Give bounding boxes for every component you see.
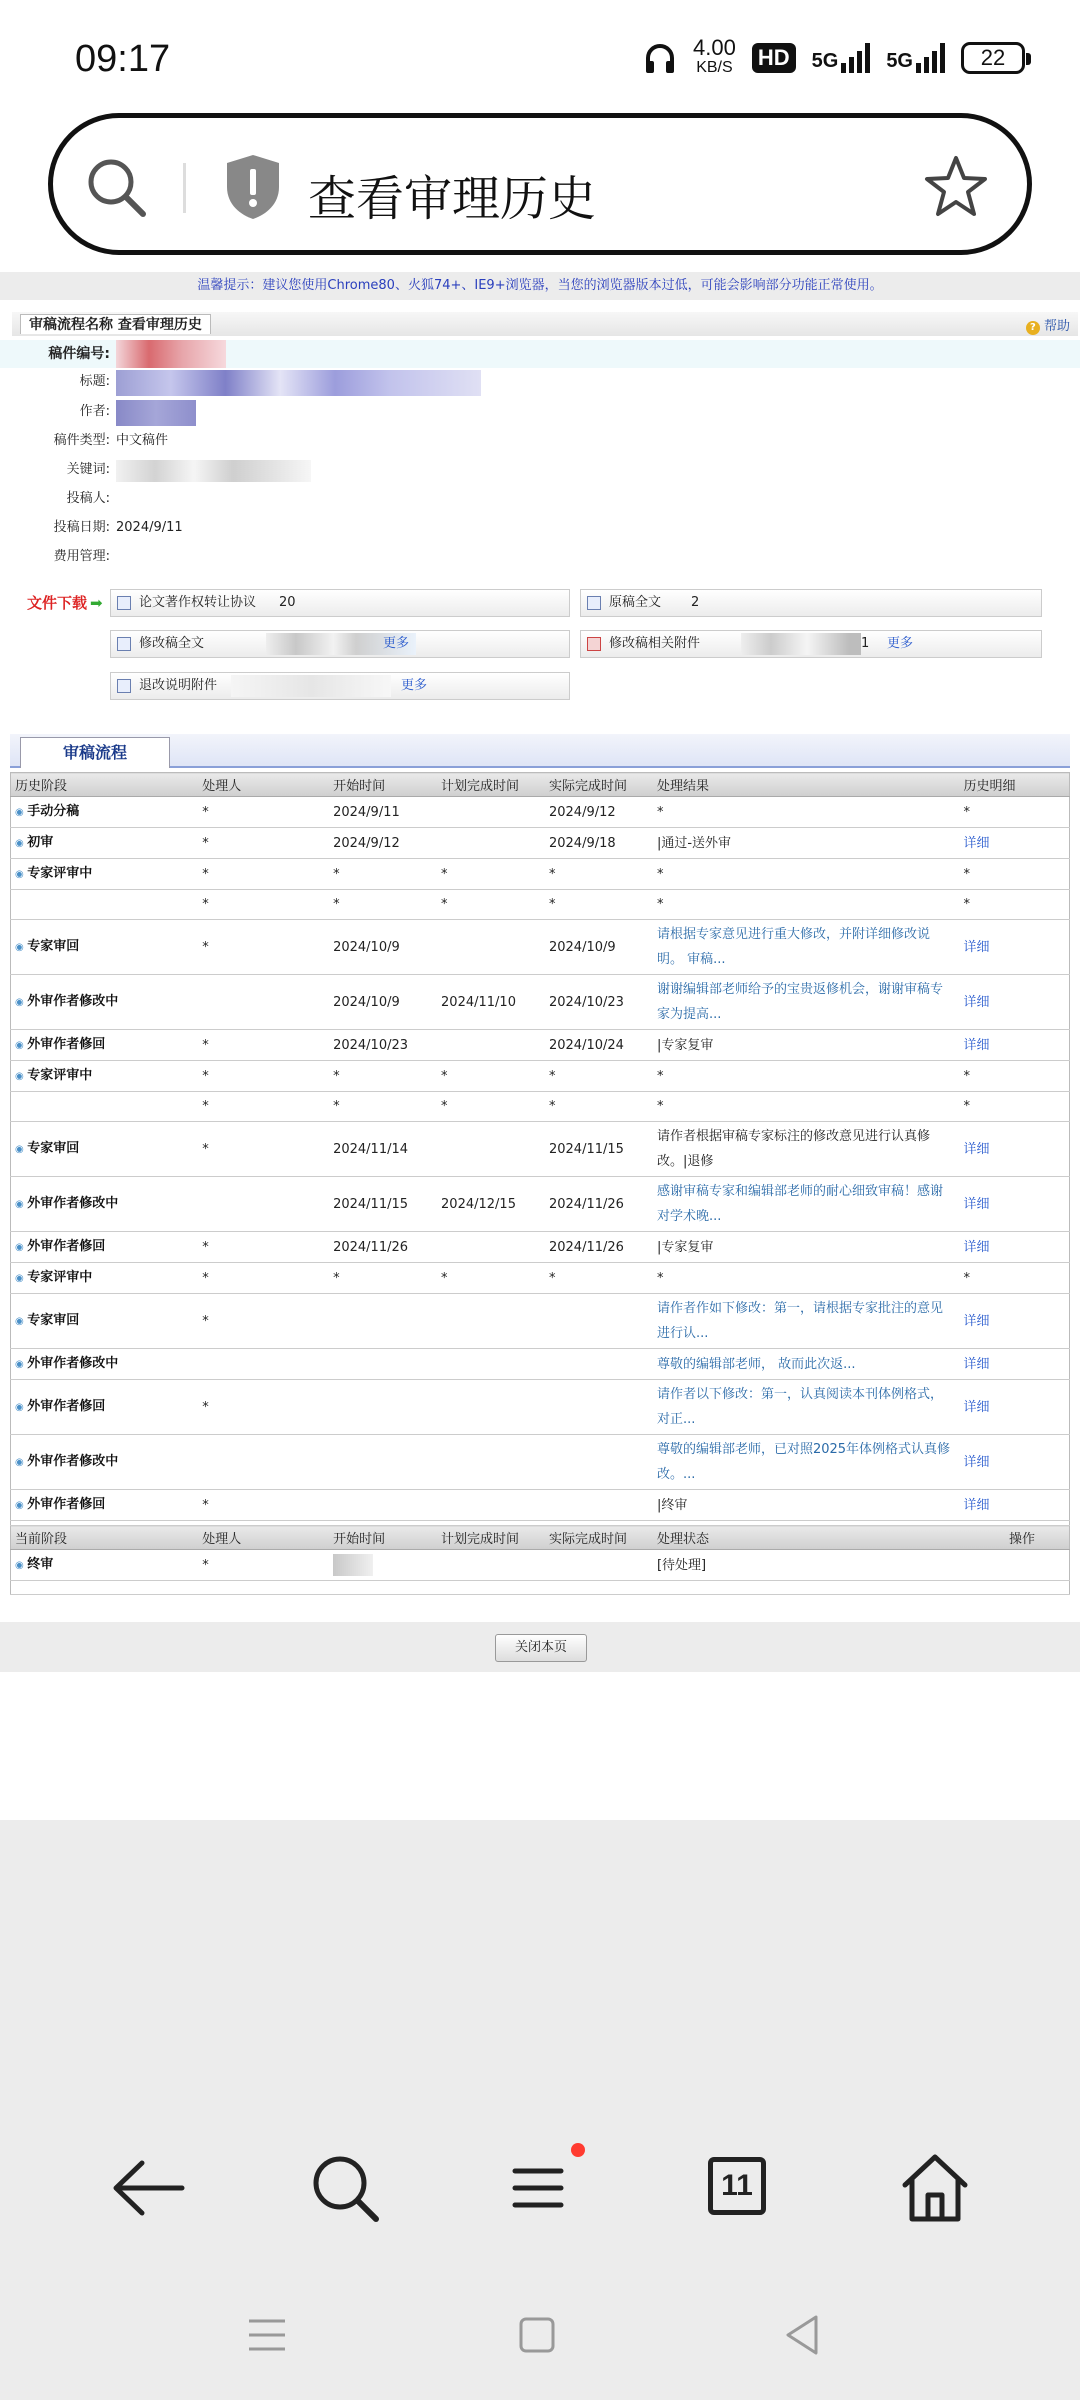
col-history-stage: 历史阶段	[11, 773, 199, 797]
row-start: 2024/10/9	[329, 920, 437, 975]
row-start: *	[329, 1092, 437, 1122]
row-plan	[437, 920, 545, 975]
row-stage: ◉ 外审作者修回	[11, 1490, 199, 1521]
row-start: *	[329, 890, 437, 920]
row-detail[interactable]: 详细	[960, 1380, 1070, 1435]
row-detail[interactable]: 详细	[960, 1349, 1070, 1380]
history-table	[10, 772, 1070, 1595]
search-icon[interactable]	[85, 156, 149, 220]
history-row	[11, 1380, 1070, 1435]
row-detail: *	[960, 890, 1070, 920]
hd-icon: HD	[752, 43, 796, 73]
clock: 09:17	[75, 38, 171, 80]
col-plan-time: 计划完成时间	[437, 773, 545, 797]
row-plan	[437, 1380, 545, 1435]
history-row	[11, 1061, 1070, 1092]
current-stage: ◉ 终审	[11, 1550, 199, 1581]
row-detail[interactable]: 详细	[960, 1490, 1070, 1521]
col-plan-time: 计划完成时间	[437, 1526, 545, 1550]
redacted-block	[116, 370, 481, 396]
row-plan: *	[437, 1061, 545, 1092]
row-actual: 2024/9/18	[545, 828, 653, 859]
row-result: 感谢审稿专家和编辑部老师的耐心细致审稿！感谢对学术晚...	[653, 1177, 960, 1232]
row-detail[interactable]: 详细	[960, 1177, 1070, 1232]
row-detail[interactable]: 详细	[960, 1030, 1070, 1061]
address-bar[interactable]	[48, 113, 1032, 255]
row-result: *	[653, 1263, 960, 1294]
field-title: 标题:	[0, 368, 1080, 396]
row-detail: *	[960, 1061, 1070, 1092]
row-handler: *	[198, 1232, 329, 1263]
row-detail: *	[960, 1092, 1070, 1122]
redacted-block	[333, 1554, 373, 1576]
field-date: 投稿日期: 2024/9/11	[53, 520, 183, 535]
row-stage: ◉ 外审作者修改中	[11, 1177, 199, 1232]
col-handler: 处理人	[198, 773, 329, 797]
row-result: 请作者以下修改：第一，认真阅读本刊体例格式，对正...	[653, 1380, 960, 1435]
download-copyright-agreement[interactable]: 论文著作权转让协议 20	[110, 589, 570, 617]
footer-bar	[0, 1622, 1080, 1672]
row-detail: *	[960, 797, 1070, 828]
row-plan	[437, 828, 545, 859]
row-start: 2024/9/12	[329, 828, 437, 859]
row-stage	[11, 890, 199, 920]
row-handler: *	[198, 920, 329, 975]
row-result: *	[653, 797, 960, 828]
document-icon	[117, 596, 131, 610]
row-result: 尊敬的编辑部老师， 故而此次返...	[653, 1349, 960, 1380]
battery-icon: 22	[961, 42, 1025, 74]
network-speed: 4.00 KB/S	[693, 35, 736, 76]
current-actual	[545, 1550, 653, 1581]
row-result: *	[653, 859, 960, 890]
more-link[interactable]: 更多	[401, 678, 428, 693]
history-row	[11, 890, 1070, 920]
current-header-row	[11, 1526, 1070, 1550]
row-result: |专家复审	[653, 1030, 960, 1061]
history-row	[11, 828, 1070, 859]
row-result: 请根据专家意见进行重大修改，并附详细修改说明。 审稿...	[653, 920, 960, 975]
current-stage-row	[11, 1550, 1070, 1581]
row-start	[329, 1490, 437, 1521]
col-actual-time: 实际完成时间	[545, 1526, 653, 1550]
row-result: |终审	[653, 1490, 960, 1521]
process-header	[12, 312, 1078, 336]
row-handler: *	[198, 1122, 329, 1177]
row-plan: 2024/12/15	[437, 1177, 545, 1232]
row-plan: *	[437, 859, 545, 890]
row-plan	[437, 1490, 545, 1521]
row-handler: *	[198, 1490, 329, 1521]
history-row	[11, 1232, 1070, 1263]
row-actual: *	[545, 1263, 653, 1294]
redacted-block	[116, 460, 311, 482]
history-body	[11, 797, 1070, 1521]
pdf-icon	[587, 637, 601, 651]
browser-tip: 温馨提示：建议您使用Chrome80、火狐74+、IE9+浏览器，当您的浏览器版本过低，可能会影响部分功能正常使用。	[0, 272, 1080, 300]
more-link[interactable]: 更多	[383, 636, 410, 651]
row-handler: *	[198, 1380, 329, 1435]
row-start: 2024/11/26	[329, 1232, 437, 1263]
arrow-right-icon: ➡	[90, 594, 103, 612]
headphones-icon	[643, 41, 677, 75]
row-actual	[545, 1294, 653, 1349]
row-stage: ◉ 外审作者修改中	[11, 975, 199, 1030]
row-actual: *	[545, 1092, 653, 1122]
row-plan	[437, 797, 545, 828]
row-handler: *	[198, 797, 329, 828]
current-plan	[437, 1550, 545, 1581]
row-result: 谢谢编辑部老师给予的宝贵返修机会，谢谢审稿专家为提高...	[653, 975, 960, 1030]
download-revision-attachments[interactable]: 修改稿相关附件 1 更多	[580, 630, 1042, 658]
history-row	[11, 975, 1070, 1030]
document-icon	[117, 637, 131, 651]
row-handler: *	[198, 1061, 329, 1092]
history-row	[11, 1092, 1070, 1122]
row-result: |通过-送外审	[653, 828, 960, 859]
status-icons	[643, 35, 1025, 78]
row-stage: ◉ 专家审回	[11, 1294, 199, 1349]
row-actual: 2024/10/24	[545, 1030, 653, 1061]
divider	[183, 163, 186, 213]
history-header-row	[11, 773, 1070, 797]
history-row	[11, 1349, 1070, 1380]
field-manuscript-no: 稿件编号:	[0, 340, 1080, 368]
row-actual: 2024/10/9	[545, 920, 653, 975]
row-actual: 2024/11/26	[545, 1232, 653, 1263]
spacer-row	[11, 1581, 1070, 1595]
download-label: 文件下载	[27, 594, 88, 612]
row-detail[interactable]: 详细	[960, 1435, 1070, 1490]
row-start	[329, 1380, 437, 1435]
download-revised-manuscript[interactable]: 修改稿全文 更多	[110, 630, 570, 658]
history-row	[11, 1177, 1070, 1232]
col-status: 处理状态	[653, 1526, 960, 1550]
row-start: 2024/10/23	[329, 1030, 437, 1061]
more-link[interactable]: 更多	[887, 636, 914, 651]
help-link[interactable]: ? 帮助	[1026, 315, 1070, 335]
home-icon[interactable]	[890, 2143, 980, 2233]
col-result: 处理结果	[653, 773, 960, 797]
menu-icon[interactable]	[495, 2143, 585, 2233]
row-actual	[545, 1380, 653, 1435]
signal-icon: 5G	[812, 43, 871, 73]
row-detail: *	[960, 859, 1070, 890]
row-result: 请作者作如下修改：第一，请根据专家批注的意见进行认...	[653, 1294, 960, 1349]
history-row	[11, 1294, 1070, 1349]
row-stage: ◉ 外审作者修改中	[11, 1435, 199, 1490]
history-row	[11, 1490, 1070, 1521]
row-stage: ◉ 初审	[11, 828, 199, 859]
col-handler: 处理人	[198, 1526, 329, 1550]
row-stage: ◉ 外审作者修回	[11, 1380, 199, 1435]
row-stage: ◉ 专家评审中	[11, 1061, 199, 1092]
row-start: *	[329, 1263, 437, 1294]
row-detail[interactable]: 详细	[960, 828, 1070, 859]
row-stage: ◉ 专家审回	[11, 920, 199, 975]
row-plan: *	[437, 890, 545, 920]
row-handler: *	[198, 859, 329, 890]
row-stage: ◉ 外审作者修改中	[11, 1349, 199, 1380]
field-submitter: 投稿人:	[66, 491, 110, 506]
current-start	[329, 1550, 437, 1581]
field-fee: 费用管理:	[53, 549, 110, 564]
redacted-block	[231, 675, 391, 697]
signal-icon-2: 5G	[886, 43, 945, 73]
row-handler	[198, 975, 329, 1030]
col-start-time: 开始时间	[329, 1526, 437, 1550]
row-handler: *	[198, 890, 329, 920]
row-stage: ◉ 外审作者修回	[11, 1232, 199, 1263]
row-handler: *	[198, 1030, 329, 1061]
home-square-icon[interactable]	[517, 2315, 557, 2355]
current-handler: *	[198, 1550, 329, 1581]
row-plan	[437, 1435, 545, 1490]
tabs-button[interactable]	[692, 2143, 782, 2233]
row-result: 请作者根据审稿专家标注的修改意见进行认真修改。|退修	[653, 1122, 960, 1177]
row-stage: ◉ 外审作者修回	[11, 1030, 199, 1061]
row-plan	[437, 1294, 545, 1349]
download-original-manuscript[interactable]: 原稿全文 2	[580, 589, 1042, 617]
row-handler: *	[198, 1294, 329, 1349]
row-start: *	[329, 859, 437, 890]
col-operation: 操作	[960, 1526, 1070, 1550]
history-row	[11, 797, 1070, 828]
row-detail[interactable]: 详细	[960, 975, 1070, 1030]
row-actual: *	[545, 1061, 653, 1092]
col-start-time: 开始时间	[329, 773, 437, 797]
star-icon[interactable]	[923, 154, 989, 220]
document-icon	[587, 596, 601, 610]
close-page-button[interactable]: 关闭本页	[495, 1634, 587, 1662]
row-result: |专家复审	[653, 1232, 960, 1263]
redacted-block	[741, 633, 861, 655]
row-actual: *	[545, 890, 653, 920]
row-actual: 2024/10/23	[545, 975, 653, 1030]
row-start: *	[329, 1061, 437, 1092]
back-triangle-icon[interactable]	[782, 2313, 822, 2357]
row-start: 2024/11/14	[329, 1122, 437, 1177]
current-stage-section	[11, 1521, 1070, 1595]
redacted-block	[116, 340, 226, 368]
row-plan: *	[437, 1263, 545, 1294]
row-plan	[437, 1122, 545, 1177]
back-arrow-icon[interactable]	[102, 2143, 192, 2233]
help-icon: ?	[1026, 321, 1040, 335]
field-keywords: 关键词:	[0, 456, 1080, 484]
row-plan: 2024/11/10	[437, 975, 545, 1030]
recent-apps-icon[interactable]	[245, 2315, 289, 2355]
history-row	[11, 1435, 1070, 1490]
row-start: 2024/11/15	[329, 1177, 437, 1232]
row-plan	[437, 1030, 545, 1061]
row-stage: ◉ 专家审回	[11, 1122, 199, 1177]
field-type: 稿件类型: 中文稿件	[53, 433, 169, 448]
row-stage: ◉ 专家评审中	[11, 859, 199, 890]
row-plan	[437, 1349, 545, 1380]
row-handler: *	[198, 1092, 329, 1122]
row-start	[329, 1349, 437, 1380]
row-handler: *	[198, 1263, 329, 1294]
row-start: 2024/10/9	[329, 975, 437, 1030]
row-detail[interactable]: 详细	[960, 1294, 1070, 1349]
row-stage: ◉ 手动分稿	[11, 797, 199, 828]
row-plan: *	[437, 1092, 545, 1122]
process-name: 审稿流程名称 查看审理历史	[20, 314, 211, 334]
row-actual: 2024/11/26	[545, 1177, 653, 1232]
tab-count: 11	[708, 2157, 766, 2215]
row-start	[329, 1294, 437, 1349]
row-actual	[545, 1490, 653, 1521]
col-actual-time: 实际完成时间	[545, 773, 653, 797]
history-row	[11, 1263, 1070, 1294]
row-actual	[545, 1349, 653, 1380]
row-detail[interactable]: 详细	[960, 1122, 1070, 1177]
col-detail: 历史明细	[960, 773, 1070, 797]
row-start	[329, 1435, 437, 1490]
row-handler	[198, 1349, 329, 1380]
row-result: *	[653, 890, 960, 920]
current-status: [待处理]	[653, 1550, 960, 1581]
row-handler	[198, 1177, 329, 1232]
document-icon	[117, 679, 131, 693]
row-plan	[437, 1232, 545, 1263]
col-current-stage: 当前阶段	[11, 1526, 199, 1550]
row-stage	[11, 1092, 199, 1122]
status-bar	[0, 0, 1080, 112]
shield-warning-icon[interactable]	[223, 153, 283, 221]
row-detail[interactable]: 详细	[960, 1232, 1070, 1263]
row-detail: *	[960, 1263, 1070, 1294]
tab-review-flow[interactable]: 审稿流程	[20, 737, 170, 768]
row-actual: 2024/11/15	[545, 1122, 653, 1177]
history-row	[11, 1122, 1070, 1177]
page-title[interactable]: 查看审理历史	[308, 171, 597, 227]
row-result: *	[653, 1061, 960, 1092]
row-actual: 2024/9/12	[545, 797, 653, 828]
row-result: 尊敬的编辑部老师，已对照2025年体例格式认真修改。...	[653, 1435, 960, 1490]
web-page	[0, 272, 1080, 1820]
row-result: *	[653, 1092, 960, 1122]
history-row	[11, 920, 1070, 975]
row-actual	[545, 1435, 653, 1490]
search-icon[interactable]	[300, 2143, 390, 2233]
row-stage: ◉ 专家评审中	[11, 1263, 199, 1294]
row-detail[interactable]: 详细	[960, 920, 1070, 975]
row-handler	[198, 1435, 329, 1490]
browser-bottom-area	[0, 1820, 1080, 2400]
row-handler: *	[198, 828, 329, 859]
download-revision-note[interactable]: 退改说明附件 更多	[110, 672, 570, 700]
flow-tab-bar	[10, 734, 1070, 768]
field-author: 作者:	[0, 398, 1080, 426]
history-row	[11, 859, 1070, 890]
history-row	[11, 1030, 1070, 1061]
row-actual: *	[545, 859, 653, 890]
current-operation	[960, 1550, 1070, 1581]
row-start: 2024/9/11	[329, 797, 437, 828]
redacted-block	[116, 400, 196, 426]
